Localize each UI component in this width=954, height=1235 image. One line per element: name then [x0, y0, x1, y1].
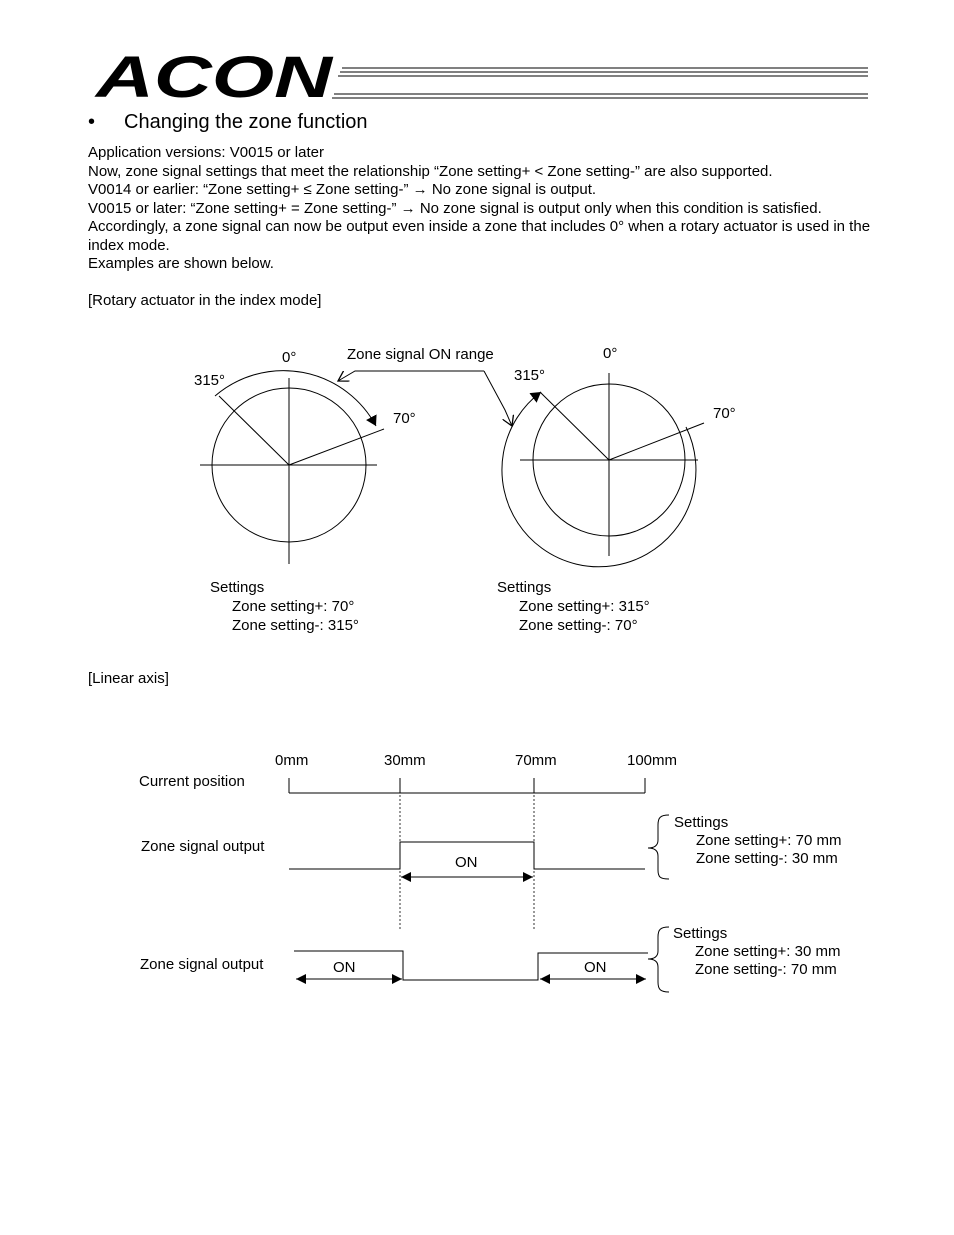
on-label-1: ON [455, 854, 478, 871]
left-settings-title: Settings [210, 579, 265, 596]
zone-on-range-callout: Zone signal ON range [347, 346, 494, 363]
right-setting-minus: Zone setting-: 70° [519, 617, 638, 634]
section-title: Changing the zone function [124, 111, 368, 133]
settings-brace-1 [648, 815, 669, 879]
paragraph-line: V0014 or earlier: “Zone setting+ ≤ Zone setting-” → No zone signal is output. [88, 181, 597, 198]
svg-text:ACON: ACON [93, 45, 334, 110]
linear-heading: [Linear axis] [88, 670, 169, 687]
settings-brace-2 [648, 927, 669, 992]
right-setting-plus: Zone setting+: 315° [519, 598, 650, 615]
tick-100mm: 100mm [627, 752, 678, 769]
position-scale [289, 778, 645, 793]
left-label-70: 70° [393, 410, 416, 427]
paragraph-line: Application versions: V0015 or later [88, 144, 324, 161]
linear-settings-2-title: Settings [673, 925, 728, 942]
left-label-315: 315° [194, 372, 226, 389]
paragraph-line: Now, zone signal settings that meet the relationship “Zone setting+ < Zone setting-” are also supported. [88, 162, 773, 180]
right-label-315: 315° [514, 367, 546, 384]
row-zone-signal-2: Zone signal output [140, 956, 264, 973]
right-settings-title: Settings [497, 579, 552, 596]
left-label-0: 0° [282, 349, 297, 366]
linear-settings-1-title: Settings [674, 814, 729, 831]
paragraph-line: Accordingly, a zone signal can now be output even inside a zone that includes 0° when a rotary actuator is used in the index mode. [88, 218, 871, 254]
tick-30mm: 30mm [384, 752, 426, 769]
right-label-0: 0° [603, 345, 618, 362]
linear-settings-1-plus: Zone setting+: 70 mm [696, 832, 842, 849]
on-label-2a: ON [333, 959, 356, 976]
left-setting-minus: Zone setting-: 315° [232, 617, 359, 634]
section-bullet: • [88, 111, 96, 133]
left-setting-plus: Zone setting+: 70° [232, 598, 355, 615]
row-zone-signal-1: Zone signal output [141, 838, 265, 855]
row-current-position: Current position [139, 773, 245, 790]
rotary-heading: [Rotary actuator in the index mode] [88, 292, 322, 309]
paragraph-line: V0015 or later: “Zone setting+ = Zone setting-” → No zone signal is output only when this condition is satisfied. [88, 199, 822, 217]
right-label-70: 70° [713, 405, 736, 422]
linear-settings-2-plus: Zone setting+: 30 mm [695, 943, 841, 960]
linear-settings-2-minus: Zone setting-: 70 mm [695, 961, 837, 978]
on-label-2b: ON [584, 959, 607, 976]
tick-0mm: 0mm [275, 752, 309, 769]
linear-settings-1-minus: Zone setting-: 30 mm [696, 850, 838, 867]
paragraph-line: Examples are shown below. [88, 255, 274, 272]
tick-70mm: 70mm [515, 752, 557, 769]
